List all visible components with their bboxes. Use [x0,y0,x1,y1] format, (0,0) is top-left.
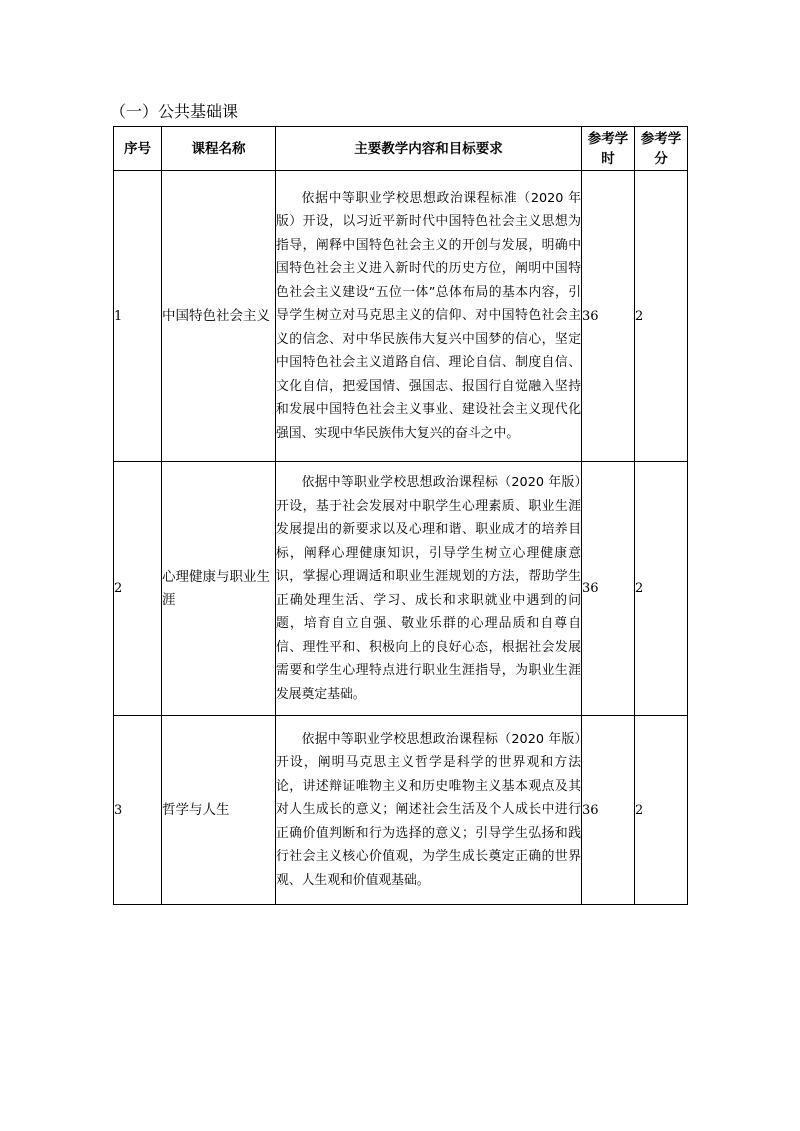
row-number: 1 [114,171,162,462]
course-content: 依据中等职业学校思想政治课程标（2020 年版）开设，阐明马克思主义哲学是科学的世界观和方法论，讲述辩证唯物主义和历史唯物主义基本观点及其对人生成长的意义；阐述社会生活及个人成长中进行正确价值判断和行为选择的意义；引导学生弘扬和践行社会主义核心价值观，为学生成长奠定正确的世界观、人生观和价值观基础。 [276,716,582,905]
course-name: 哲学与人生 [162,716,276,905]
table-header-row [114,127,688,171]
course-hours: 36 [582,171,635,462]
table-row [114,716,688,905]
row-number: 2 [114,462,162,716]
course-credits: 2 [635,716,688,905]
section-title: （一）公共基础课 [110,102,239,121]
row-number: 3 [114,716,162,905]
header-content: 主要教学内容和目标要求 [276,127,582,171]
course-credits: 2 [635,462,688,716]
table-row [114,462,688,716]
course-content: 依据中等职业学校思想政治课程标（2020 年版）开设，基于社会发展对中职学生心理素质、职业生涯发展提出的新要求以及心理和谐、职业成才的培养目标，阐释心理健康知识，引导学生树立心理健康意识，掌握心理调适和职业生涯规划的方法，帮助学生正确处理生活、学习、成长和求职就业中遇到的问题，培育自立自强、敬业乐群的心理品质和自尊自信、理性平和、积极向上的良好心态，根据社会发展需要和学生心理特点进行职业生涯指导，为职业生涯发展奠定基础。 [276,462,582,716]
course-table [113,126,688,905]
header-course-name: 课程名称 [162,127,276,171]
header-credits: 参考学分 [635,127,688,171]
course-credits: 2 [635,171,688,462]
course-hours: 36 [582,716,635,905]
course-hours: 36 [582,462,635,716]
course-content: 依据中等职业学校思想政治课程标准（2020 年版）开设，以习近平新时代中国特色社会主义思想为指导，阐释中国特色社会主义的开创与发展，明确中国特色社会主义进入新时代的历史方位，阐明中国特色社会主义建设“五位一体”总体布局的基本内容，引导学生树立对马克思主义的信仰、对中国特色社会主义的信念、对中华民族伟大复兴中国梦的信心，坚定中国特色社会主义道路自信、理论自信、制度自信、文化自信，把爱国情、强国志、报国行自觉融入坚持和发展中国特色社会主义事业、建设社会主义现代化强国、实现中华民族伟大复兴的奋斗之中。 [276,171,582,462]
table-row [114,171,688,462]
header-hours: 参考学时 [582,127,635,171]
header-no: 序号 [114,127,162,171]
course-name: 心理健康与职业生涯 [162,462,276,716]
course-name: 中国特色社会主义 [162,171,276,462]
